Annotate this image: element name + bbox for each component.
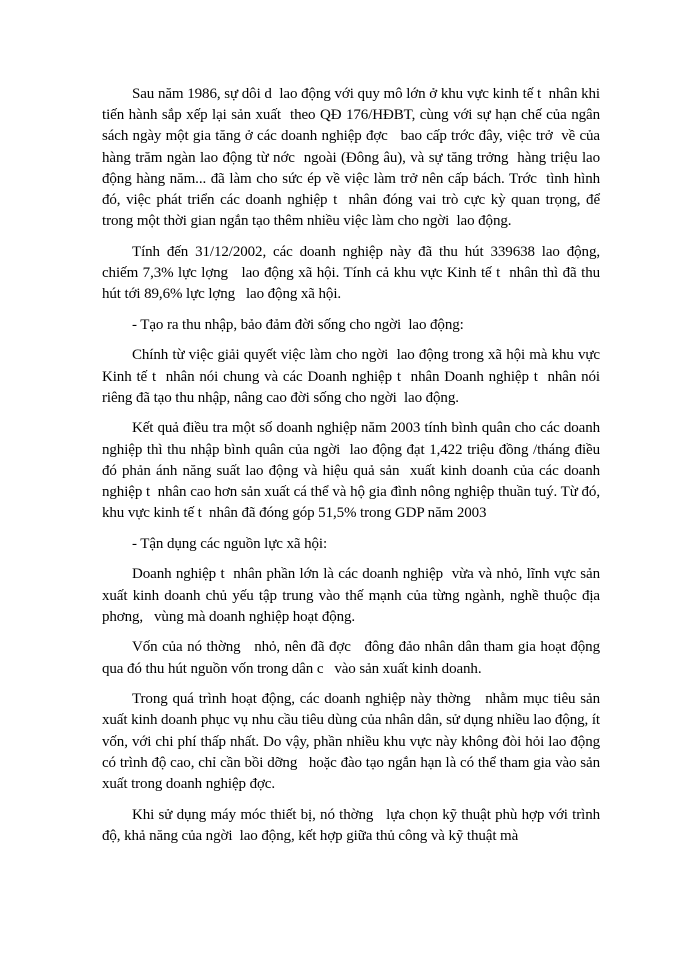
section-heading-income: - Tạo ra thu nhập, bảo đảm đời sống cho ngời lao động: [132, 316, 464, 333]
paragraph-7: Trong quá trình hoạt động, các doanh nghiệp này thờng nhằm mục tiêu sản xuất kinh doanh phục vụ nhu cầu tiêu dùng của nhân dân, sử dụng nhiều lao động, ít vốn, với chi phí thấp nhất. Do vậy, phần nhiều khu vực này không đòi hỏi lao động có trình độ cao, chỉ cần bồi dỡng hoặc đào tạo ngắn hạn là có thể tham gia vào sản xuất trong doanh nghiệp đợc. [102, 691, 604, 793]
paragraph-6: Vốn của nó thờng nhỏ, nên đã đợc đông đảo nhân dân tham gia hoạt động qua đó thu hút nguồn vốn trong dân c vào sản xuất kinh doanh. [102, 639, 604, 677]
paragraph-2: Tính đến 31/12/2002, các doanh nghiệp này đã thu hút 339638 lao động, chiếm 7,3% lực lợng lao động xã hội. Tính cả khu vực Kinh tế t nhân thì đã thu hút tới 89,6% lực lợng lao động xã hội. [102, 243, 604, 303]
paragraph-1: Sau năm 1986, sự dôi d lao động với quy mô lớn ở khu vực kinh tế t nhân khi tiến hành sắp xếp lại sản xuất theo QĐ 176/HĐBT, cùng với sự hạn chế của ngân sách ngày một gia tăng ở các doanh nghiệp đợc bao cấp trớc đây, việc trở về của hàng trăm ngàn lao động từ nớc ngoài (Đông âu), và sự tăng trởng hàng triệu lao động hàng năm... đã làm cho sức ép về việc làm trở nên cấp bách. Trớc tình hình đó, việc phát triển các doanh nghiệp t nhân đóng vai trò cực kỳ quan trọng, để trong một thời gian ngắn tạo thêm nhiều việc làm cho ngời lao động. [102, 86, 604, 230]
paragraph-4: Kết quả điều tra một số doanh nghiệp năm 2003 tính bình quân cho các doanh nghiệp thì thu nhập bình quân của ngời lao động đạt 1,422 triệu đồng /tháng điều đó phản ánh năng suất lao động và hiệu quả sản xuất kinh doanh của các doanh nghiệp t nhân cao hơn sản xuất cá thể và hộ gia đình nông nghiệp thuần tuý. Từ đó, khu vực kinh tế t nhân đã đóng góp 51,5% trong GDP năm 2003 [102, 420, 604, 522]
paragraph-8: Khi sử dụng máy móc thiết bị, nó thờng lựa chọn kỹ thuật phù hợp với trình độ, khả năng của ngời lao động, kết hợp giữa thủ công và kỹ thuật mà [102, 806, 604, 844]
document-body [102, 84, 604, 856]
paragraph-5: Doanh nghiệp t nhân phần lớn là các doanh nghiệp vừa và nhỏ, lĩnh vực sản xuất kinh doanh chủ yếu tập trung vào thế mạnh của từng ngành, nghề thuộc địa phơng, vùng mà doanh nghiệp hoạt động. [102, 566, 604, 625]
paragraph-3: Chính từ việc giải quyết việc làm cho ngời lao động trong xã hội mà khu vực Kinh tế t nhân nói chung và các Doanh nghiệp t nhân Doanh nghiệp t nhân nói riêng đã tạo thu nhập, nâng cao đời sống cho ngời lao động. [102, 347, 604, 406]
section-heading-resources: - Tận dụng các nguồn lực xã hội: [132, 535, 328, 552]
